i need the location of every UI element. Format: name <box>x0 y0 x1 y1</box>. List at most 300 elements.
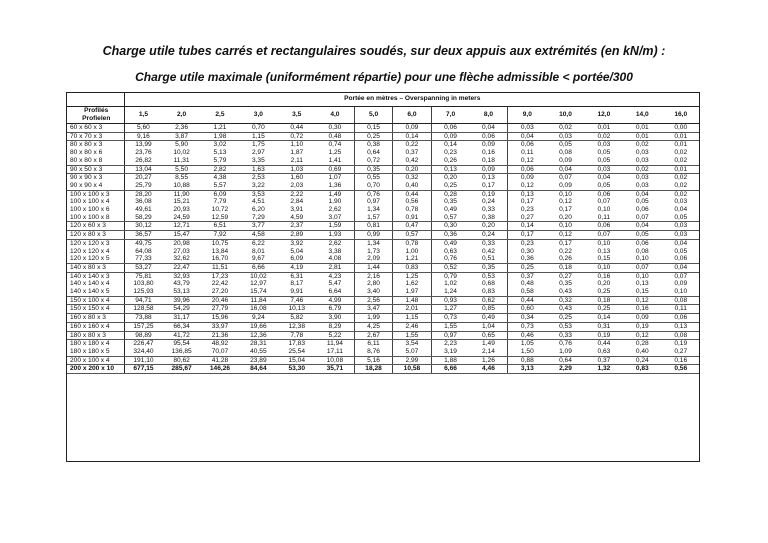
load-value-cell: 1,03 <box>278 165 316 174</box>
load-value-cell: 0,30 <box>431 222 469 231</box>
load-value-cell: 0,78 <box>393 206 431 214</box>
load-value-cell: 1,90 <box>328 198 342 206</box>
load-value-cell: 0,44 <box>393 190 431 198</box>
load-value-cell: 0,93 <box>431 296 469 305</box>
load-value-cell: 0,30 <box>316 124 354 133</box>
load-value-cell: 1,00 <box>393 248 431 256</box>
load-value-cell: 7,46 <box>278 296 316 305</box>
load-value-cell: 0,20 <box>393 165 431 174</box>
profile-cell: 60 x 60 x 3 <box>66 124 124 133</box>
load-value-cell: 4,51 <box>251 198 265 206</box>
load-value-cell: 4,58 <box>239 231 277 240</box>
load-value-cell: 11,51 <box>201 263 239 272</box>
load-value-cell: 80,62 <box>162 356 200 365</box>
table-row <box>66 305 700 314</box>
load-value-cell: 3,19 <box>431 348 469 356</box>
load-value-cell: 66,34 <box>162 322 200 331</box>
load-value-cell: 0,72 <box>278 132 316 141</box>
load-value-cell: 0,16 <box>623 305 661 314</box>
load-value-cell: 28,20 <box>135 190 152 198</box>
load-value-cell: 11,90 <box>173 190 190 198</box>
load-value-cell: 8,17 <box>290 280 304 288</box>
profile-cell: 180 x 180 x 5 <box>66 348 124 356</box>
profile-cell: 160 x 80 x 3 <box>66 314 124 323</box>
load-value-cell: 49,75 <box>135 239 152 247</box>
load-value-cell: 0,12 <box>508 157 546 165</box>
load-value-cell: 0,02 <box>546 124 584 133</box>
load-value-cell: 191,10 <box>124 356 162 365</box>
load-value-cell: 0,07 <box>674 272 688 280</box>
table-row <box>66 280 700 288</box>
load-value-cell: 48,92 <box>211 340 229 348</box>
load-value-cell: 28,31 <box>250 340 267 348</box>
load-value-cell: 10,75 <box>211 239 229 247</box>
load-value-cell: 8,55 <box>175 174 188 182</box>
load-value-cell: 2,99 <box>393 356 431 365</box>
load-value-cell: 0,04 <box>635 190 649 198</box>
load-value-cell: 0,70 <box>354 182 392 190</box>
load-value-cell: 0,04 <box>597 174 611 182</box>
load-value-cell: 1,49 <box>482 340 495 348</box>
load-value-cell: 0,14 <box>508 222 546 231</box>
load-value-cell: 6,51 <box>201 222 239 231</box>
load-value-cell: 0,10 <box>597 206 611 214</box>
load-value-cell: 0,57 <box>431 214 469 222</box>
load-value-cell: 27,20 <box>201 288 239 296</box>
span-header-cell: 2,5 <box>201 107 239 124</box>
table-header-row <box>66 107 700 124</box>
load-value-cell: 0,00 <box>661 124 700 133</box>
profile-header <box>66 107 124 124</box>
load-value-cell: 1,10 <box>290 141 304 149</box>
load-value-cell: 0,44 <box>597 340 611 348</box>
span-header-cell: 8,0 <box>470 107 508 124</box>
table-row <box>66 340 700 348</box>
load-value-cell: 11,84 <box>239 296 277 305</box>
load-value-cell: 36,08 <box>135 198 152 206</box>
span-header-cell: 2,0 <box>162 107 200 124</box>
load-value-cell: 0,63 <box>431 248 469 256</box>
load-value-cell: 0,05 <box>559 141 572 149</box>
load-value-cell: 0,02 <box>674 190 688 198</box>
load-value-cell: 0,15 <box>585 255 623 263</box>
load-value-cell: 0,01 <box>623 132 661 141</box>
load-value-cell: 0,25 <box>546 314 584 323</box>
load-value-cell: 58,29 <box>124 214 162 222</box>
load-value-cell: 0,03 <box>546 132 584 141</box>
load-value-cell: 103,80 <box>133 280 154 288</box>
load-value-cell: 0,13 <box>482 174 495 182</box>
load-value-cell: 7,92 <box>201 231 239 240</box>
load-value-cell: 3,53 <box>251 190 265 198</box>
load-value-cell: 0,18 <box>470 157 508 165</box>
load-value-cell: 1,62 <box>393 280 431 288</box>
load-value-cell: 9,16 <box>124 132 162 141</box>
load-value-cell: 0,05 <box>585 157 623 165</box>
load-value-cell: 0,13 <box>661 322 700 331</box>
profile-cell: 100 x 100 x 3 <box>66 190 124 198</box>
load-value-cell: 0,06 <box>661 255 700 263</box>
load-value-cell: 0,37 <box>585 356 623 365</box>
load-value-cell: 0,16 <box>661 356 700 365</box>
load-value-cell: 0,04 <box>674 206 688 214</box>
load-value-cell: 0,13 <box>508 190 546 198</box>
load-value-cell: 1,36 <box>316 182 354 190</box>
load-value-cell: 0,02 <box>661 182 700 190</box>
load-value-cell: 15,96 <box>201 314 239 323</box>
load-value-cell: 1,93 <box>316 231 354 240</box>
load-value-cell: 0,27 <box>559 272 572 280</box>
load-value-cell: 0,27 <box>508 214 546 222</box>
load-value-cell: 25,79 <box>124 182 162 190</box>
load-value-cell: 0,04 <box>661 263 700 272</box>
load-value-cell: 8,76 <box>354 348 392 356</box>
load-value-cell: 20,46 <box>201 296 239 305</box>
load-value-cell: 0,03 <box>597 141 611 149</box>
load-value-cell: 6,31 <box>290 272 304 280</box>
load-value-cell: 0,10 <box>559 190 572 198</box>
load-value-cell: 53,30 <box>278 365 316 374</box>
load-value-cell: 0,27 <box>661 348 700 356</box>
load-value-cell: 0,20 <box>546 214 584 222</box>
profile-cell: 90 x 50 x 3 <box>66 165 124 174</box>
table-row <box>66 322 700 331</box>
load-value-cell: 0,12 <box>546 231 584 240</box>
table-row <box>66 365 700 374</box>
load-value-cell: 0,08 <box>661 296 700 305</box>
load-value-cell: 6,22 <box>251 239 265 247</box>
load-value-cell: 0,55 <box>354 174 392 182</box>
load-value-cell: 0,17 <box>508 231 546 240</box>
load-value-cell: 10,08 <box>316 356 354 365</box>
load-value-cell: 2,80 <box>354 280 392 288</box>
load-value-cell: 0,10 <box>661 288 700 296</box>
table-body <box>66 124 700 374</box>
load-value-cell: 0,15 <box>623 288 661 296</box>
profile-cell: 140 x 140 x 4 <box>66 280 124 288</box>
load-value-cell: 0,43 <box>546 288 584 296</box>
load-value-cell: 0,07 <box>559 174 572 182</box>
load-value-cell: 2,67 <box>354 331 392 340</box>
profile-cell: 140 x 140 x 5 <box>66 288 124 296</box>
load-value-cell: 0,56 <box>661 365 700 374</box>
load-value-cell: 0,73 <box>508 322 546 331</box>
load-value-cell: 1,07 <box>328 174 342 182</box>
load-value-cell: 1,02 <box>431 280 469 288</box>
load-value-cell: 2,36 <box>162 124 200 133</box>
load-value-cell: 1,15 <box>393 314 431 323</box>
load-value-cell: 3,38 <box>328 247 342 255</box>
load-value-cell: 1,60 <box>290 174 304 182</box>
load-value-cell: 1,59 <box>316 222 354 231</box>
load-value-cell: 0,02 <box>674 149 688 157</box>
load-value-cell: 1,25 <box>328 149 342 157</box>
load-value-cell: 0,31 <box>585 322 623 331</box>
load-value-cell: 0,06 <box>597 190 611 198</box>
load-value-cell: 4,46 <box>470 365 508 374</box>
load-value-cell: 0,03 <box>674 198 688 206</box>
load-value-cell: 1,41 <box>316 157 354 165</box>
load-value-cell: 0,20 <box>470 222 508 231</box>
load-value-cell: 1,63 <box>239 165 277 174</box>
load-value-cell: 0,52 <box>431 263 469 272</box>
load-value-cell: 0,07 <box>623 263 661 272</box>
load-value-cell: 324,40 <box>124 348 162 356</box>
load-value-cell: 0,49 <box>470 314 508 323</box>
load-value-cell: 0,72 <box>354 157 392 165</box>
load-value-cell: 13,99 <box>135 141 152 149</box>
load-value-cell: 53,13 <box>162 288 200 296</box>
profile-cell: 160 x 160 x 4 <box>66 322 124 331</box>
load-value-cell: 35,71 <box>316 365 354 374</box>
load-value-cell: 64,08 <box>135 247 152 255</box>
profile-cell: 80 x 80 x 8 <box>66 157 124 165</box>
load-value-cell: 1,75 <box>251 141 265 149</box>
load-value-cell: 0,01 <box>585 124 623 133</box>
load-value-cell: 7,79 <box>213 198 227 206</box>
load-value-cell: 11,94 <box>326 340 343 348</box>
load-value-cell: 15,04 <box>278 356 316 365</box>
load-value-cell: 0,06 <box>635 239 649 247</box>
load-value-cell: 20,27 <box>135 174 152 182</box>
load-value-cell: 2,97 <box>251 149 265 157</box>
load-value-cell: 0,78 <box>393 239 431 247</box>
load-value-cell: 8,01 <box>251 247 265 255</box>
load-value-cell: 0,02 <box>674 174 688 182</box>
load-value-cell: 49,61 <box>135 206 152 214</box>
load-value-cell: 6,09 <box>278 255 316 263</box>
load-value-cell: 5,60 <box>124 124 162 133</box>
load-value-cell: 2,84 <box>290 198 304 206</box>
load-value-cell: 0,40 <box>623 348 661 356</box>
load-value-cell: 0,03 <box>508 124 546 133</box>
load-value-cell: 2,37 <box>278 222 316 231</box>
load-value-cell: 0,10 <box>597 239 611 247</box>
load-value-cell: 8,29 <box>316 322 354 331</box>
load-value-cell: 1,24 <box>431 288 469 296</box>
load-value-cell: 19,66 <box>239 322 277 331</box>
table-row <box>66 214 700 222</box>
load-value-cell: 20,98 <box>173 239 190 247</box>
load-value-cell: 1,57 <box>354 214 392 222</box>
load-value-cell: 0,38 <box>354 141 392 149</box>
load-value-cell: 13,04 <box>124 165 162 174</box>
load-value-cell: 3,02 <box>213 141 227 149</box>
load-value-cell: 0,07 <box>623 214 661 222</box>
load-value-cell: 5,79 <box>201 157 239 165</box>
load-value-cell: 0,56 <box>393 198 431 206</box>
load-value-cell: 39,96 <box>162 296 200 305</box>
load-value-cell: 41,28 <box>201 356 239 365</box>
load-value-cell: 0,26 <box>431 157 469 165</box>
load-value-cell: 6,66 <box>431 365 469 374</box>
load-value-cell: 0,18 <box>546 263 584 272</box>
load-value-cell: 5,47 <box>328 280 342 288</box>
load-value-cell: 3,35 <box>239 157 277 165</box>
profile-cell: 180 x 180 x 4 <box>66 340 124 348</box>
load-value-cell: 0,01 <box>661 132 700 141</box>
load-value-cell: 0,33 <box>482 239 495 247</box>
load-value-cell: 0,40 <box>393 182 431 190</box>
load-value-cell: 0,09 <box>431 132 469 141</box>
load-value-cell: 0,35 <box>354 165 392 174</box>
load-value-cell: 0,06 <box>635 206 649 214</box>
load-value-cell: 0,43 <box>546 305 584 314</box>
load-value-cell: 1,88 <box>431 356 469 365</box>
load-value-cell: 0,04 <box>623 222 661 231</box>
load-value-cell: 0,88 <box>508 356 546 365</box>
load-value-cell: 4,38 <box>213 174 227 182</box>
load-value-cell: 0,62 <box>470 296 508 305</box>
load-value-cell: 16,70 <box>201 255 239 263</box>
load-value-cell: 0,07 <box>597 198 611 206</box>
load-value-cell: 10,02 <box>250 272 267 280</box>
load-value-cell: 53,27 <box>124 263 162 272</box>
load-value-cell: 226,47 <box>133 340 154 348</box>
span-header-cell: 16,0 <box>661 107 700 124</box>
load-value-cell: 0,06 <box>508 165 546 174</box>
profile-cell: 140 x 80 x 3 <box>66 263 124 272</box>
load-value-cell: 1,99 <box>354 314 392 323</box>
load-value-cell: 2,56 <box>354 296 392 305</box>
table-row <box>66 348 700 356</box>
load-value-cell: 31,17 <box>162 314 200 323</box>
span-header-cell: 7,0 <box>431 107 469 124</box>
profile-cell: 90 x 90 x 3 <box>66 174 124 182</box>
load-value-cell: 3,54 <box>393 340 431 348</box>
load-value-cell: 30,12 <box>124 222 162 231</box>
load-value-cell: 0,09 <box>393 124 431 133</box>
load-value-cell: 0,33 <box>482 206 495 214</box>
load-value-cell: 128,58 <box>124 305 162 314</box>
load-value-cell: 0,06 <box>508 141 546 149</box>
load-value-cell: 25,54 <box>278 348 316 356</box>
load-value-cell: 3,92 <box>290 239 304 247</box>
load-value-cell: 33,97 <box>201 322 239 331</box>
load-value-cell: 0,14 <box>585 314 623 323</box>
load-value-cell: 0,68 <box>482 280 495 288</box>
load-value-cell: 6,66 <box>239 263 277 272</box>
profile-header-nl: Profielen <box>82 115 111 122</box>
load-value-cell: 0,83 <box>470 288 508 296</box>
table-row <box>66 157 700 165</box>
load-value-cell: 5,57 <box>201 182 239 190</box>
load-value-cell: 0,60 <box>508 305 546 314</box>
load-value-cell: 9,91 <box>278 288 316 296</box>
load-value-cell: 0,04 <box>508 132 546 141</box>
table-row <box>66 272 700 280</box>
load-value-cell: 0,23 <box>431 149 469 157</box>
load-value-cell: 9,24 <box>239 314 277 323</box>
load-value-cell: 0,13 <box>431 165 469 174</box>
load-value-cell: 125,93 <box>124 288 162 296</box>
profile-cell: 100 x 100 x 8 <box>66 214 124 222</box>
load-value-cell: 27,79 <box>201 305 239 314</box>
load-value-cell: 4,19 <box>278 263 316 272</box>
load-value-cell: 0,08 <box>559 149 572 157</box>
load-value-cell: 0,03 <box>635 149 649 157</box>
load-value-cell: 17,11 <box>316 348 354 356</box>
load-value-cell: 0,35 <box>470 263 508 272</box>
load-value-cell: 0,04 <box>470 124 508 133</box>
load-value-cell: 1,26 <box>470 356 508 365</box>
load-value-cell: 0,05 <box>597 149 611 157</box>
span-header-cell: 3,5 <box>278 107 316 124</box>
load-value-cell: 0,44 <box>508 296 546 305</box>
load-value-cell: 2,46 <box>393 322 431 331</box>
load-value-cell: 1,27 <box>431 305 469 314</box>
load-value-cell: 10,02 <box>173 149 190 157</box>
profile-header-top-cell <box>66 92 124 107</box>
load-value-cell: 0,11 <box>508 149 546 157</box>
load-value-cell: 0,08 <box>661 331 700 340</box>
load-value-cell: 12,36 <box>239 331 277 340</box>
table-row <box>66 231 700 240</box>
load-value-cell: 1,98 <box>201 132 239 141</box>
load-value-cell: 75,81 <box>135 272 152 280</box>
load-value-cell: 0,83 <box>623 365 661 374</box>
load-value-cell: 5,82 <box>278 314 316 323</box>
table-row <box>66 288 700 296</box>
load-value-cell: 40,55 <box>239 348 277 356</box>
load-value-cell: 43,79 <box>173 280 190 288</box>
table-row <box>66 132 700 141</box>
load-value-cell: 41,72 <box>162 331 200 340</box>
load-value-cell: 12,38 <box>278 322 316 331</box>
load-value-cell: 3,77 <box>239 222 277 231</box>
span-header-cell: 6,0 <box>393 107 431 124</box>
load-value-cell: 2,03 <box>278 182 316 190</box>
load-value-cell: 3,91 <box>290 206 304 214</box>
load-value-cell: 0,09 <box>623 314 661 323</box>
profile-cell: 100 x 100 x 6 <box>66 206 124 214</box>
load-value-cell: 0,01 <box>661 165 700 174</box>
load-value-cell: 0,35 <box>559 280 572 288</box>
load-value-cell: 0,10 <box>635 272 649 280</box>
load-value-cell: 2,89 <box>278 231 316 240</box>
load-value-cell: 0,19 <box>585 331 623 340</box>
load-value-cell: 0,04 <box>546 165 584 174</box>
load-value-cell: 6,11 <box>354 340 392 348</box>
load-value-cell: 0,19 <box>623 322 661 331</box>
load-value-cell: 0,09 <box>674 280 688 288</box>
load-value-cell: 1,73 <box>354 248 392 256</box>
span-header-cell: 14,0 <box>623 107 661 124</box>
load-value-cell: 15,47 <box>162 231 200 240</box>
load-value-cell: 2,82 <box>201 165 239 174</box>
load-value-cell: 2,53 <box>251 174 265 182</box>
load-value-cell: 0,58 <box>508 288 546 296</box>
load-value-cell: 0,24 <box>482 198 495 206</box>
load-value-cell: 0,53 <box>482 272 495 280</box>
load-value-cell: 3,40 <box>354 288 392 296</box>
load-value-cell: 3,87 <box>162 132 200 141</box>
load-value-cell: 0,14 <box>393 132 431 141</box>
load-value-cell: 0,36 <box>508 255 546 263</box>
load-value-cell: 1,15 <box>239 132 277 141</box>
load-value-cell: 0,03 <box>623 157 661 165</box>
load-value-cell: 0,51 <box>470 255 508 263</box>
table-row <box>66 314 700 323</box>
table-row <box>66 296 700 305</box>
load-value-cell: 0,32 <box>393 174 431 182</box>
table-row <box>66 124 700 133</box>
load-value-cell: 0,64 <box>354 149 392 157</box>
load-value-cell: 3,90 <box>316 314 354 323</box>
profile-cell: 120 x 120 x 5 <box>66 255 124 263</box>
load-value-cell: 0,64 <box>546 356 584 365</box>
load-value-cell: 7,78 <box>278 331 316 340</box>
